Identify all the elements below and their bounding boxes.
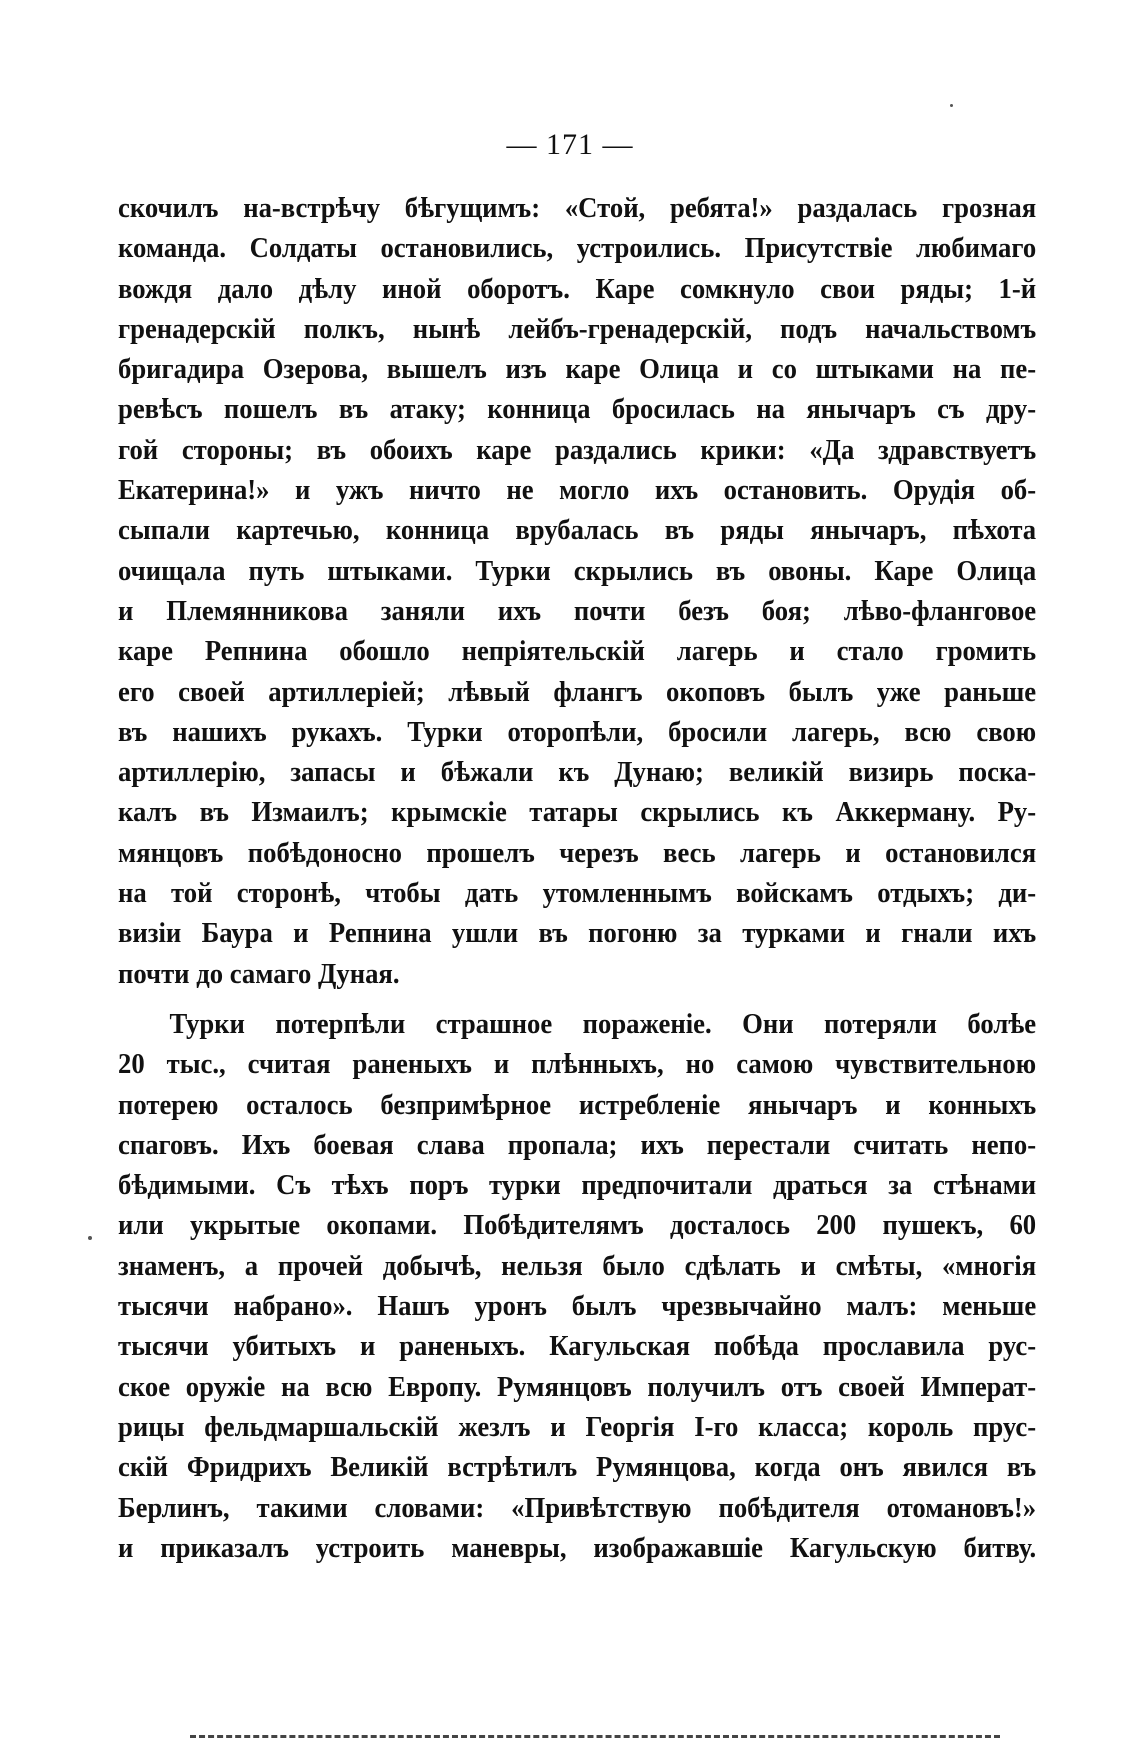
text-line: спаговъ. Ихъ боевая слава пропала; ихъ перестали считать непо-: [118, 1128, 1037, 1161]
text-line: или укрытые окопами. Побѣдителямъ досталось 200 пушекъ, 60: [118, 1209, 1037, 1242]
text-line: сыпали картечью, конница врубалась въ ряды янычаръ, пѣхота: [118, 514, 1037, 547]
text-line: тысячи набрано». Нашъ уронъ былъ чрезвычайно малъ: меньше: [118, 1290, 1037, 1323]
text-line: 20 тыс., считая раненыхъ и плѣнныхъ, но самою чувствительною: [118, 1048, 1037, 1081]
text-line: ское оружіе на всю Европу. Румянцовъ получилъ отъ своей Императ-: [118, 1370, 1037, 1403]
text-line: въ нашихъ рукахъ. Турки оторопѣли, бросили лагерь, всю свою: [118, 715, 1037, 748]
text-line: бѣдимыми. Съ тѣхъ поръ турки предпочитали драться за стѣнами: [118, 1169, 1037, 1202]
text-line: калъ въ Измаилъ; крымскіе татары скрылись къ Аккерману. Ру-: [118, 796, 1037, 829]
scan-speck: [950, 104, 953, 107]
text-line: на той сторонѣ, чтобы дать утомленнымъ войскамъ отдыхъ; ди-: [118, 877, 1037, 910]
text-line: знаменъ, а прочей добычѣ, нельзя было сдѣлать и смѣты, «многія: [118, 1249, 1037, 1282]
text-line: тысячи убитыхъ и раненыхъ. Кагульская побѣда прославила рус-: [118, 1330, 1037, 1363]
scan-speck: [88, 1236, 92, 1240]
text-line: скочилъ на-встрѣчу бѣгущимъ: «Стой, ребята!» раздалась грозная: [118, 192, 1037, 224]
text-line: его своей артиллеріей; лѣвый флангъ окоповъ былъ уже раньше: [118, 675, 1037, 708]
text-line: команда. Солдаты остановились, устроились. Присутствіе любимаго: [118, 232, 1037, 265]
text-line: гой стороны; въ обоихъ каре раздались крики: «Да здравствуетъ: [118, 433, 1037, 466]
text-line: артиллерію, запасы и бѣжали къ Дунаю; великій визирь поска-: [118, 756, 1037, 789]
text-line: Турки потерпѣли страшное пораженіе. Они потеряли болѣе: [169, 1008, 1037, 1040]
text-line: очищала путь штыками. Турки скрылись въ овоны. Каре Олица: [118, 554, 1037, 587]
text-line: вождя дало дѣлу иной оборотъ. Каре сомкнуло свои ряды; 1-й: [118, 272, 1037, 305]
text-line: почти до самаго Дуная.: [118, 957, 400, 990]
text-line: гренадерскій полкъ, нынѣ лейбъ-гренадерскій, подъ начальствомъ: [118, 312, 1037, 345]
text-line: Екатерина!» и ужъ ничто не могло ихъ остановить. Орудія об-: [118, 474, 1037, 507]
text-line: ревѣсъ пошелъ въ атаку; конница бросилась на янычаръ съ дру-: [118, 393, 1037, 426]
text-line: и Племянникова заняли ихъ почти безъ боя; лѣво-фланговое: [118, 594, 1037, 627]
bottom-rule: [190, 1735, 1000, 1738]
paragraph-1: [118, 188, 1036, 994]
text-line: каре Репнина обошло непріятельскій лагерь и стало громить: [118, 635, 1037, 668]
text-line: мянцовъ побѣдоносно прошелъ черезъ весь лагерь и остановился: [118, 836, 1037, 869]
text-line: и приказалъ устроить маневры, изображавшіе Кагульскую битву.: [118, 1531, 1037, 1564]
text-line: рицы фельдмаршальскій жезлъ и Георгія I-го класса; король прус-: [118, 1410, 1037, 1443]
text-line: бригадира Озерова, вышелъ изъ каре Олица и со штыками на пе-: [118, 353, 1037, 386]
text-line: Берлинъ, такими словами: «Привѣтствую побѣдителя отомановъ!»: [118, 1491, 1037, 1524]
paragraph-2: [118, 1004, 1036, 1568]
text-line: потерею осталось безпримѣрное истребленіе янычаръ и конныхъ: [118, 1088, 1037, 1121]
text-line: визіи Баура и Репнина ушли въ погоню за турками и гнали ихъ: [118, 917, 1037, 950]
page-number: — 171 —: [506, 128, 634, 161]
text-line: скій Фридрихъ Великій встрѣтилъ Румянцова, когда онъ явился въ: [118, 1451, 1037, 1484]
